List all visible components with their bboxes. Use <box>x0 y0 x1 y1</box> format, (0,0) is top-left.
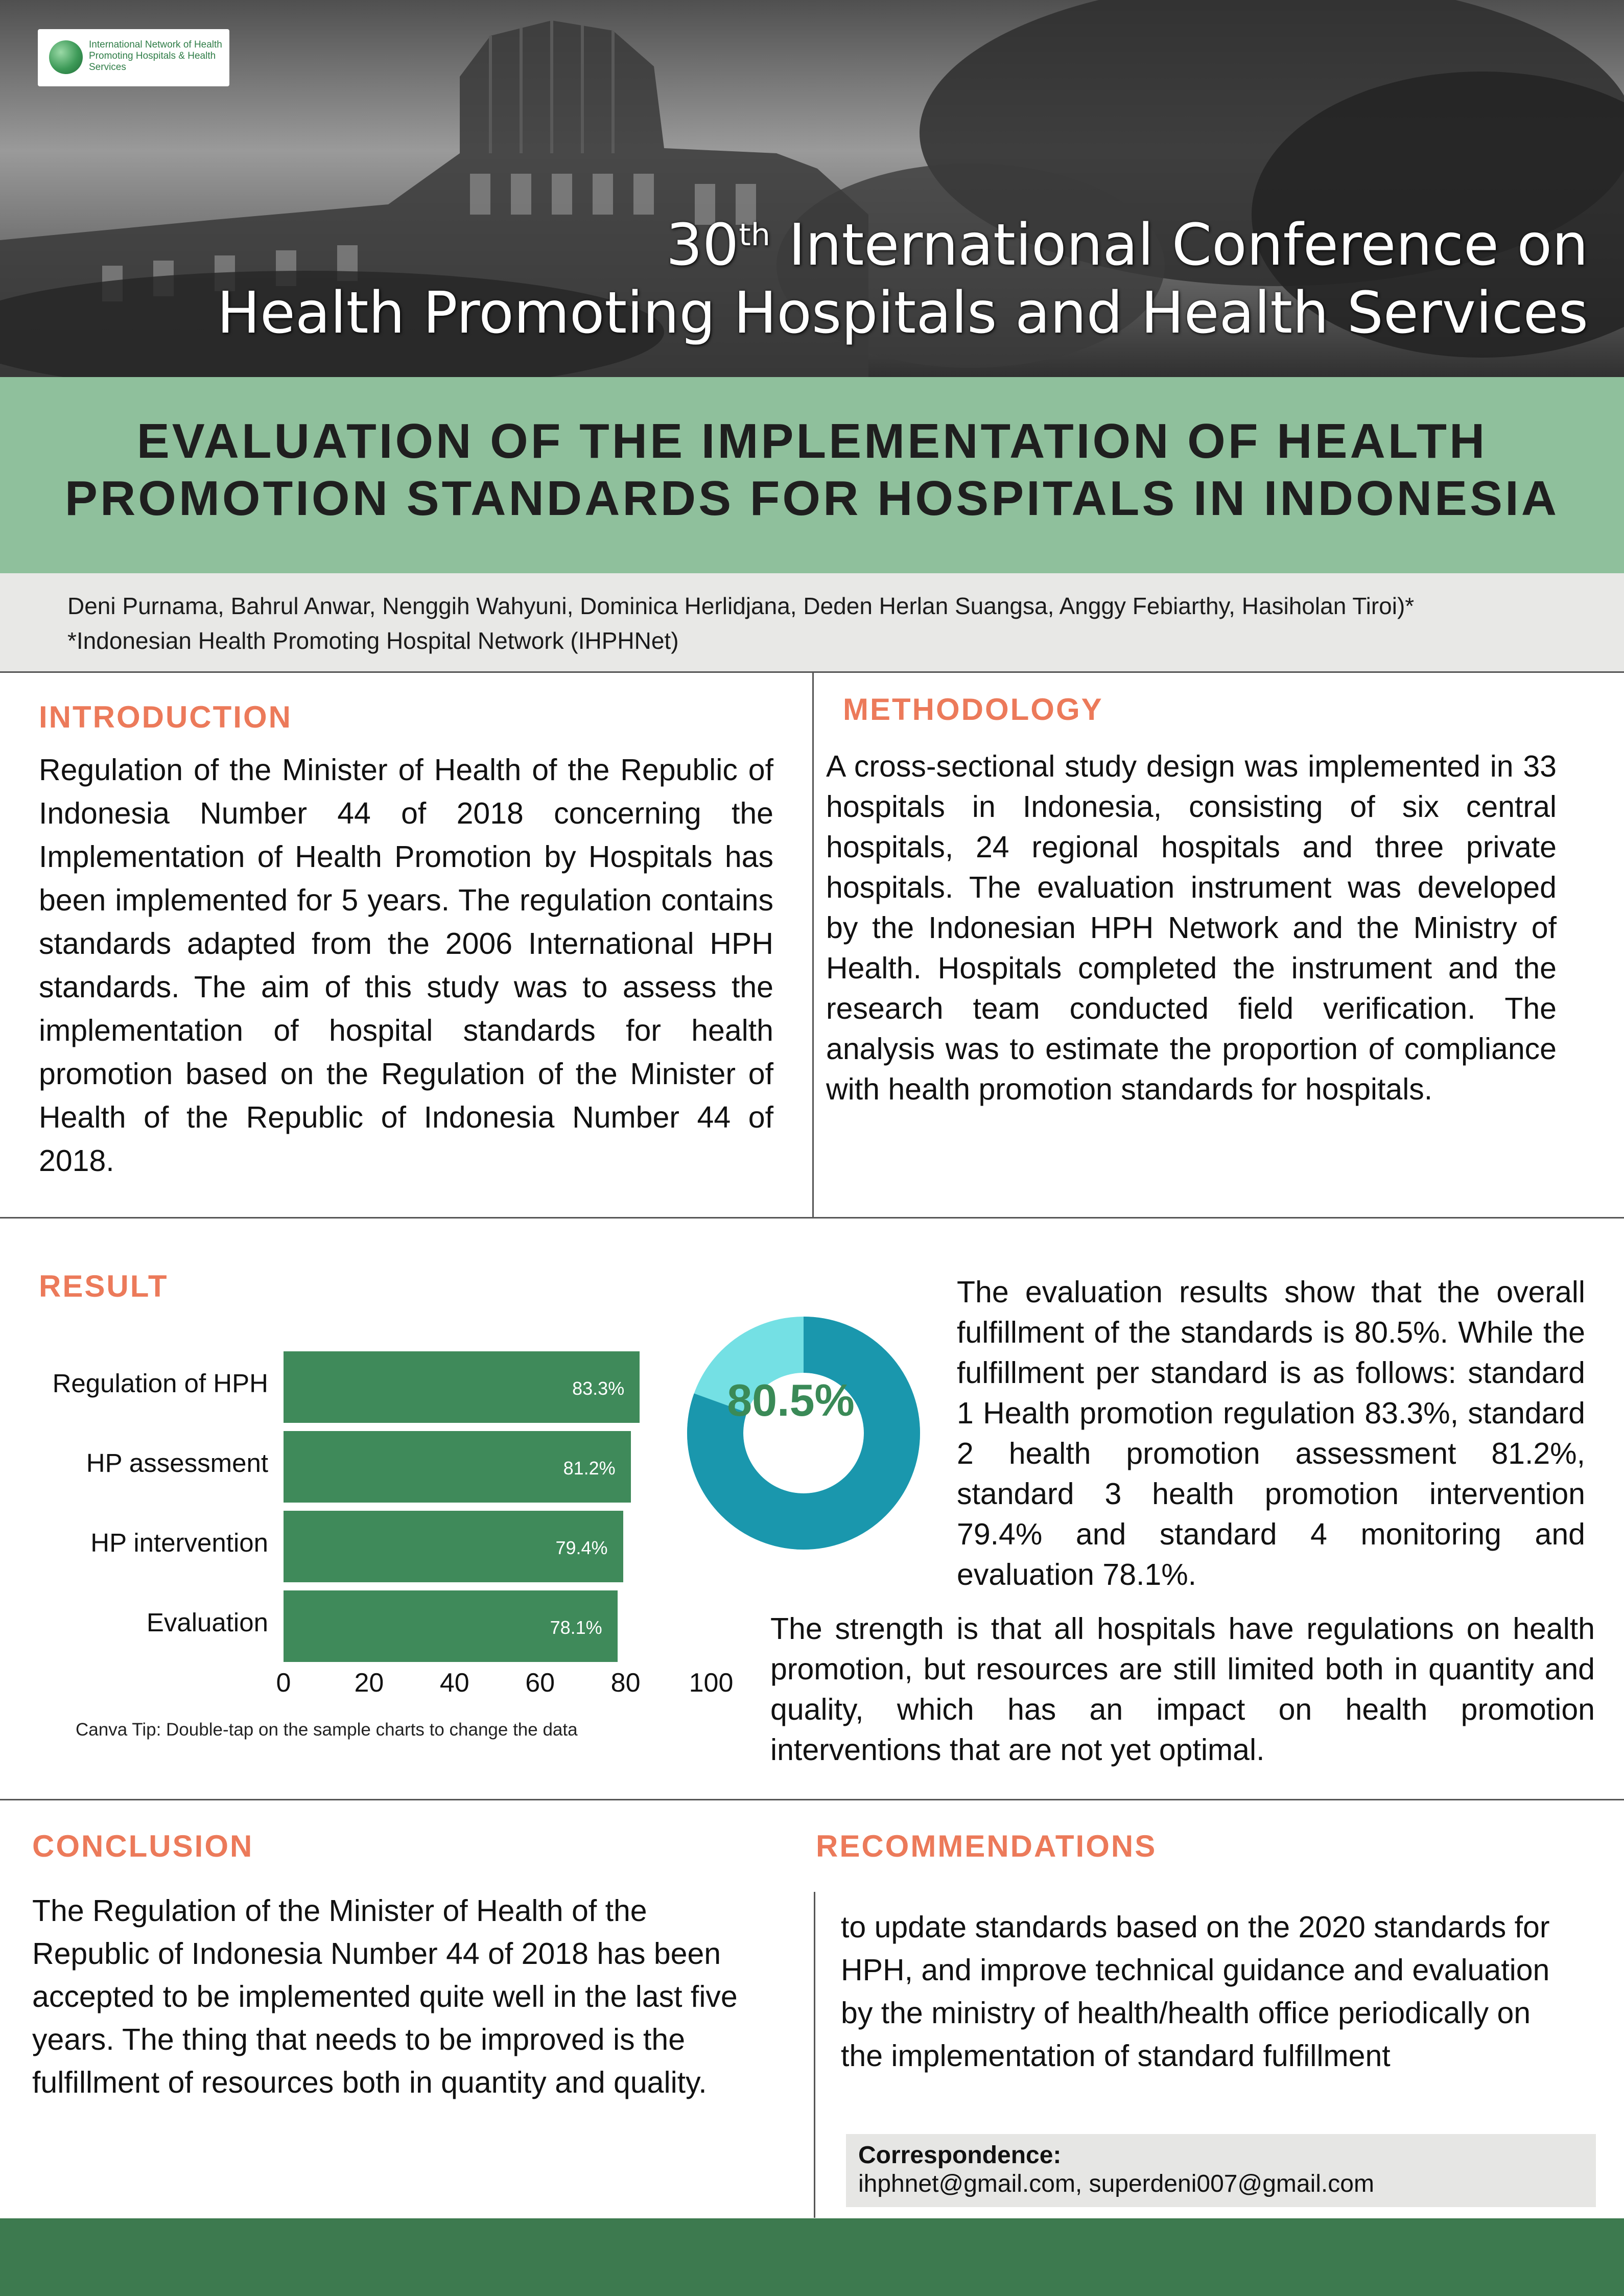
column-divider <box>814 1892 815 2218</box>
result-text-2: The strength is that all hospitals have regulations on health promotion, but resources are still limited both in quantity and quality, which has an impact on health promotion interventions that are not yet optimal. <box>770 1612 1595 1767</box>
correspondence-emails[interactable]: ihphnet@gmail.com, superdeni007@gmail.com <box>858 2170 1374 2197</box>
donut-center-label: 80.5% <box>727 1375 855 1425</box>
footer-band <box>0 2218 1624 2296</box>
x-tick-label: 0 <box>276 1668 291 1698</box>
x-tick-label: 20 <box>354 1668 384 1698</box>
bar-label: Evaluation <box>146 1608 268 1637</box>
bar-label: HP intervention <box>90 1528 268 1557</box>
conclusion-text: The Regulation of the Minister of Health of the Republic of Indonesia Number 44 of 2018 has been accepted to be implemented quite well in the last five years. The thing that needs to be improved is the fulfillment of resources both in quantity and quality. <box>32 1894 738 2099</box>
bar-label: Regulation of HPH <box>52 1369 268 1398</box>
bar-value-label: 78.1% <box>550 1617 602 1638</box>
methodology-heading: METHODOLOGY <box>843 692 1103 727</box>
conference-number: 30 <box>666 212 739 278</box>
bar-value-label: 83.3% <box>572 1378 625 1399</box>
logo-text: International Network of Health Promoting Hospitals & Health Services <box>89 39 222 73</box>
bar-value-label: 79.4% <box>555 1537 608 1558</box>
column-divider <box>812 671 814 1217</box>
bar-chart <box>0 1328 736 1696</box>
result-heading: RESULT <box>39 1269 169 1303</box>
hph-logo <box>38 29 229 86</box>
recommendations-heading: RECOMMENDATIONS <box>816 1829 1157 1863</box>
x-tick-label: 80 <box>610 1668 641 1698</box>
divider <box>0 1799 1624 1800</box>
canva-tip: Canva Tip: Double-tap on the sample charts to change the data <box>76 1720 578 1740</box>
author-names: Deni Purnama, Bahrul Anwar, Nenggih Wahyuni, Dominica Herlidjana, Deden Herlan Suangsa, Anggy Febiarthy, Hasiholan Tiroi)* <box>67 593 1415 619</box>
x-axis-ticks <box>0 1668 736 1698</box>
author-affiliation: *Indonesian Health Promoting Hospital Network (IHPHNet) <box>67 627 679 654</box>
bar-value-label: 81.2% <box>563 1458 616 1479</box>
x-tick-label: 100 <box>689 1668 734 1698</box>
conference-ordinal: th <box>739 217 770 253</box>
conclusion-heading: CONCLUSION <box>32 1829 254 1863</box>
introduction-text: Regulation of the Minister of Health of the Republic of Indonesia Number 44 of 2018 concerning the Implementation of Health Promotion by Hospitals has been implemented for 5 years. The regulation contains standards adapted from the 2006 International HPH standards. The aim of this study was to assess the implementation of hospital standards for health promotion based on the Regulation of the Minister of Health of the Republic of Indonesia Number 44 of 2018. <box>39 753 773 1178</box>
conference-title-line2: Health Promoting Hospitals and Health Services <box>217 280 1588 346</box>
result-text-1: The evaluation results show that the overall fulfillment of the standards is 80.5%. While the fulfillment per standard is as follows: standard 1 Health promotion regulation 83.3%, standard 2 health promotion assessment 81.2%, standard 3 health promotion intervention 79.4% and standard 4 monitoring and evaluation 78.1%. <box>957 1275 1585 1591</box>
methodology-text: A cross-sectional study design was implemented in 33 hospitals in Indonesia, consisting of six central hospitals, 24 regional hospitals and three private hospitals. The evaluation instrument was developed by the Indonesian HPH Network and the Ministry of Health. Hospitals completed the instrument and the research team conducted field verification. The analysis was to estimate the proportion of compliance with health promotion standards for hospitals. <box>826 749 1557 1106</box>
bar <box>284 1351 640 1423</box>
donut-chart <box>678 1308 929 1558</box>
bar-label: HP assessment <box>86 1448 268 1478</box>
correspondence-label: Correspondence: <box>858 2142 1062 2169</box>
bar <box>284 1431 631 1503</box>
conference-line1-text: International Conference on <box>770 212 1588 278</box>
header-banner <box>0 0 1624 377</box>
x-tick-label: 60 <box>525 1668 555 1698</box>
bar <box>284 1511 623 1582</box>
x-tick-label: 40 <box>439 1668 469 1698</box>
poster-title: EVALUATION OF THE IMPLEMENTATION OF HEALTH PROMOTION STANDARDS FOR HOSPITALS IN INDONESIA <box>64 414 1560 526</box>
bar-category-labels <box>0 1328 268 1696</box>
introduction-heading: INTRODUCTION <box>39 700 292 734</box>
recommendations-text: to update standards based on the 2020 standards for HPH, and improve technical guidance and evaluation by the ministry of health/health office periodically on the implementation of standard fulfillment <box>841 1910 1550 2073</box>
authors-block <box>67 589 1414 658</box>
correspondence-box <box>846 2134 1596 2207</box>
divider <box>0 1217 1624 1219</box>
globe-icon <box>49 40 83 74</box>
bar <box>284 1590 618 1662</box>
conference-title-line1 <box>666 212 1588 278</box>
